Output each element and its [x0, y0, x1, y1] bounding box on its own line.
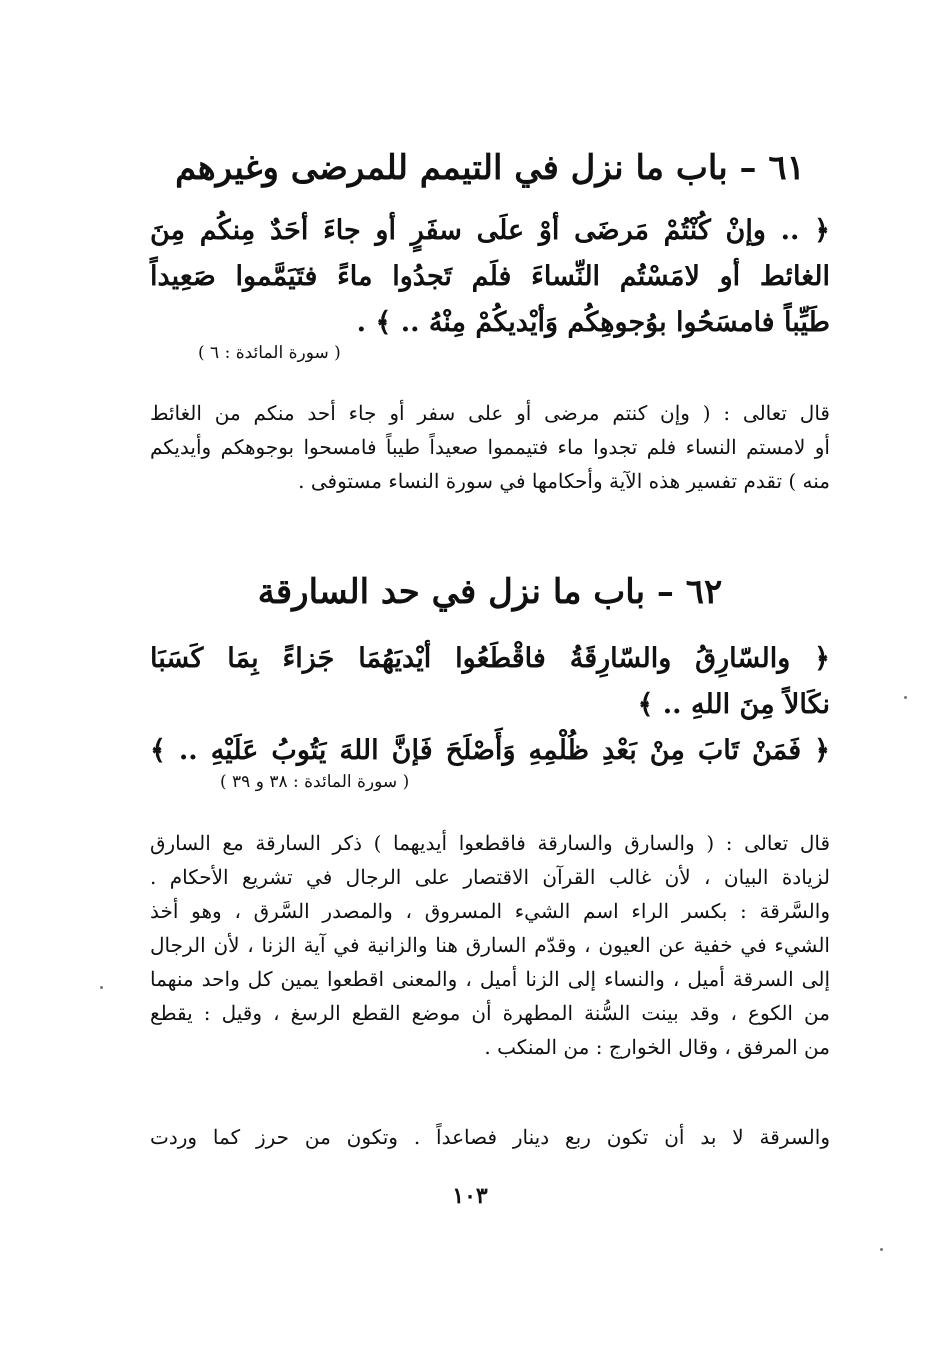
body-line: والسرقة لا بد أن تكون ربع دينار فصاعداً . وتكون من حرز كما وردت — [150, 1125, 830, 1149]
scan-speck — [880, 1248, 883, 1251]
section-62-citation: ( سورة المائدة : ٣٨ و ٣٩ ) — [220, 772, 410, 792]
scan-speck — [100, 986, 103, 989]
page-number: ١٠٣ — [452, 1183, 488, 1209]
body-line: لزيادة البيان ، لأن غالب القرآن الاقتصار على الرجال في تشريع الأحكام . — [150, 865, 830, 889]
body-line: والسَّرقة : بكسر الراء اسم الشيء المسروق ، والمصدر السَّرق ، وهو أخذ — [150, 899, 830, 923]
body-line: قال تعالى : ( وإن كنتم مرضى أو على سفر أو جاء أحد منكم من الغائط — [150, 401, 830, 425]
body-line: قال تعالى : ( والسارق والسارقة فاقطعوا أيديهما ) ذكر السارقة مع السارق — [150, 831, 830, 855]
body-line: من المرفق ، وقال الخوارج : من المنكب . — [484, 1035, 830, 1059]
body-line: إلى السرقة أميل ، والنساء إلى الزنا أميل ، والمعنى اقطعوا يمين كل واحد منهما — [150, 967, 830, 991]
section-62-continuation — [150, 1120, 830, 1154]
verse-line: طَيِّباً فامسَحُوا بوُجوهِكُم وَأيْديكُمْ مِنْهُ .. ﴾ . — [356, 307, 830, 338]
body-line: من الكوع ، وقد بينت السُّنة المطهرة أن موضع القطع الرسغ ، وقيل : يقطع — [150, 1001, 830, 1025]
body-line: منه ) تقدم تفسير هذه الآية وأحكامها في سورة النساء مستوفى . — [298, 469, 830, 493]
verse-line: الغائط أو لامَسْتُم النِّساءَ فلَم تَجدُوا ماءً فتَيَمَّموا صَعِيداً — [150, 261, 830, 292]
section-61-citation: ( سورة المائدة : ٦ ) — [198, 343, 341, 363]
scan-speck — [904, 696, 907, 699]
section-61-body — [150, 396, 830, 498]
verse-line: ﴿ .. وإنْ كُنْتُمْ مَرضَى أوْ علَى سفَرٍ أو جاءَ أحَدٌ مِنكُم مِنَ — [150, 215, 830, 246]
body-line: أو لامستم النساء فلم تجدوا ماء فتيمموا صعيداً طيباً فامسحوا بوجوهكم وأيديكم — [150, 435, 830, 459]
section-62-heading: ٦٢ – باب ما نزل في حد السارقة — [257, 572, 723, 612]
section-61-heading: ٦١ – باب ما نزل في التيمم للمرضى وغيرهم — [175, 148, 805, 188]
verse-line: ﴿ فَمَنْ تَابَ مِنْ بَعْدِ ظُلْمِهِ وَأَصْلَحَ فَإنَّ اللهَ يَتُوبُ عَلَيْهِ .. ﴾ — [150, 735, 830, 766]
section-61-verse — [150, 208, 830, 346]
verse-line: نكَالاً مِنَ اللهِ .. ﴾ — [637, 689, 830, 720]
verse-line: ﴿ والسّارِقُ والسّارِقَةُ فاقْطَعُوا أيْديَهُمَا جَزاءً بِمَا كَسَبَا — [150, 643, 830, 674]
section-62-verse — [150, 636, 830, 774]
body-line: الشيء في خفية عن العيون ، وقدّم السارق هنا والزانية في آية الزنا ، لأن الرجال — [150, 933, 830, 957]
section-62-body — [150, 826, 830, 1064]
